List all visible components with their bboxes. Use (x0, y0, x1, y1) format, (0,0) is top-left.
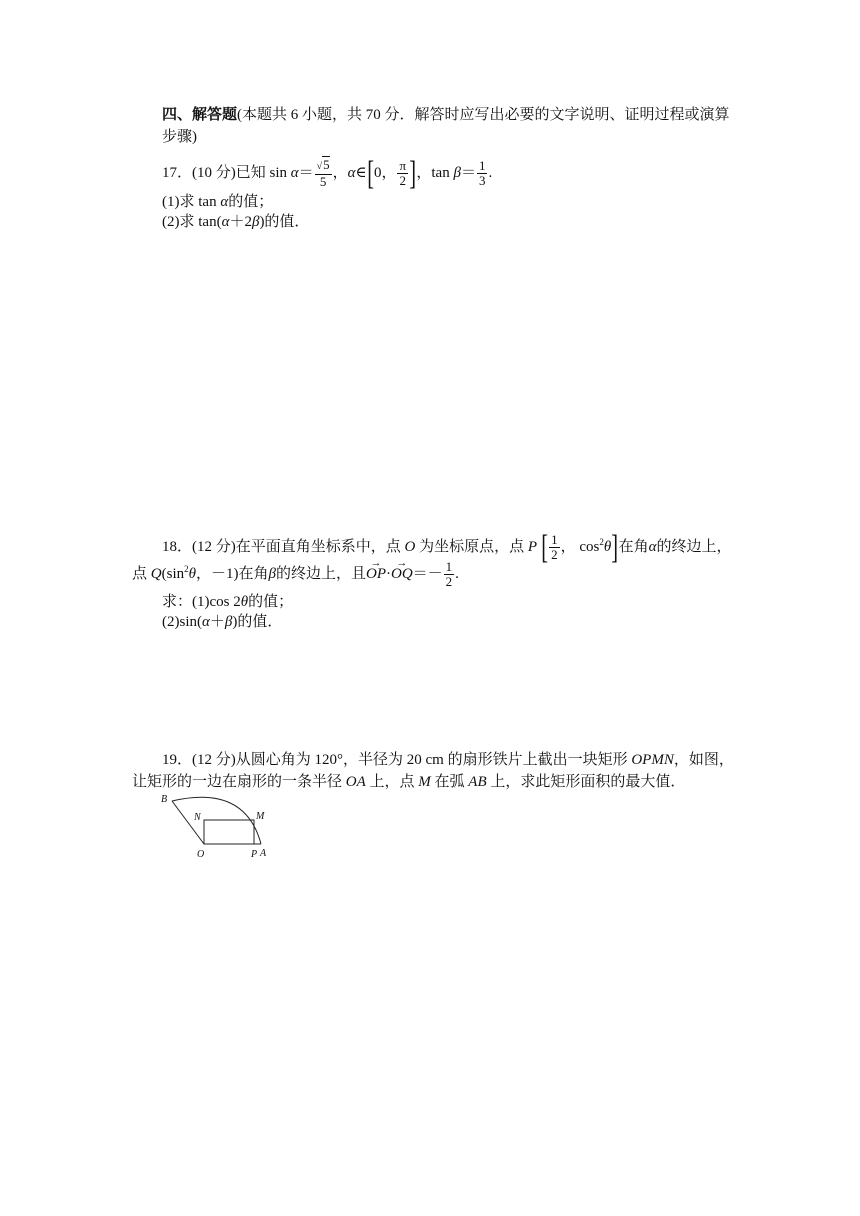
q19-stem-line1: 19．(12 分)从圆心角为 120°，半径为 20 cm 的扇形铁片上截出一块矩形 OPMN，如图， (162, 752, 734, 768)
q18-part2: (2)sin(α＋β)的值． (162, 614, 283, 630)
label-n: N (194, 812, 201, 823)
left-bracket: [ (541, 528, 548, 566)
right-bracket: ] (611, 528, 619, 566)
label-a: A (260, 848, 267, 859)
q18-frac-1-over-2: $\frac{1}{2}$ (551, 532, 558, 563)
section-intro-line2: 步骤) (162, 129, 197, 145)
q17-frac-1-over-3: $\frac{1}{3}$ (478, 158, 486, 189)
q17-part1: (1)求 tan α的值； (162, 194, 274, 210)
q17-frac-sqrt5-over-5: $\frac{√5}{5}$ (316, 157, 330, 190)
section-header (162, 106, 730, 124)
vector-oq: → OQ (391, 557, 413, 591)
q18-stem-line2: 点 $Q(\sin^2\theta$，－1)在角β的终边上，且→ OP·→ OQ＝－ $\frac{1}{2}$ . (132, 552, 459, 586)
section-title: 四、解答题 (162, 107, 238, 123)
sector-rectangle-figure (155, 792, 280, 862)
label-p: P (251, 849, 258, 860)
vector-op: → OP (366, 557, 386, 591)
label-o: O (197, 849, 205, 860)
section-intro-line1: (本题共 6 小题，共 70 分．解答时应写出必要的文字说明、证明过程或演算 (237, 107, 730, 123)
q17-part2: (2)求 tan(α＋2β)的值． (162, 214, 310, 230)
arc-ab (172, 797, 261, 844)
rectangle-opmn (204, 820, 254, 844)
q18-stem-line1: 18．(12 分)在平面直角坐标系中，点 O 为坐标原点，点 P [ $\frac{1}{2}$ ， $\cos^2\theta$]在角α的终边上， (162, 528, 732, 566)
right-bracket: ] (409, 154, 417, 192)
q17-stem: 17．(10 分)已知 sin α＝ $\frac{√5}{5}$ ，α∈[0， $\frac{\pi}{2}$ ]，tan β＝ $\frac{1}{3}$ . (162, 154, 493, 192)
q18-part1: 求：(1)cos 2θ的值； (162, 594, 294, 610)
q18-frac-1-over-2b: $\frac{1}{2}$ (445, 559, 453, 590)
left-bracket: [ (366, 154, 374, 192)
label-b: B (161, 794, 168, 805)
q17-frac-pi-over-2: $\frac{\pi}{2}$ (399, 158, 407, 189)
q19-stem-line2: 让矩形的一边在扇形的一条半径 OA 上，点 M 在弧 AB 上，求此矩形面积的最大值． (132, 774, 686, 790)
q17-head: 17．(10 分)已知 sin (162, 165, 291, 181)
label-m: M (256, 811, 265, 822)
